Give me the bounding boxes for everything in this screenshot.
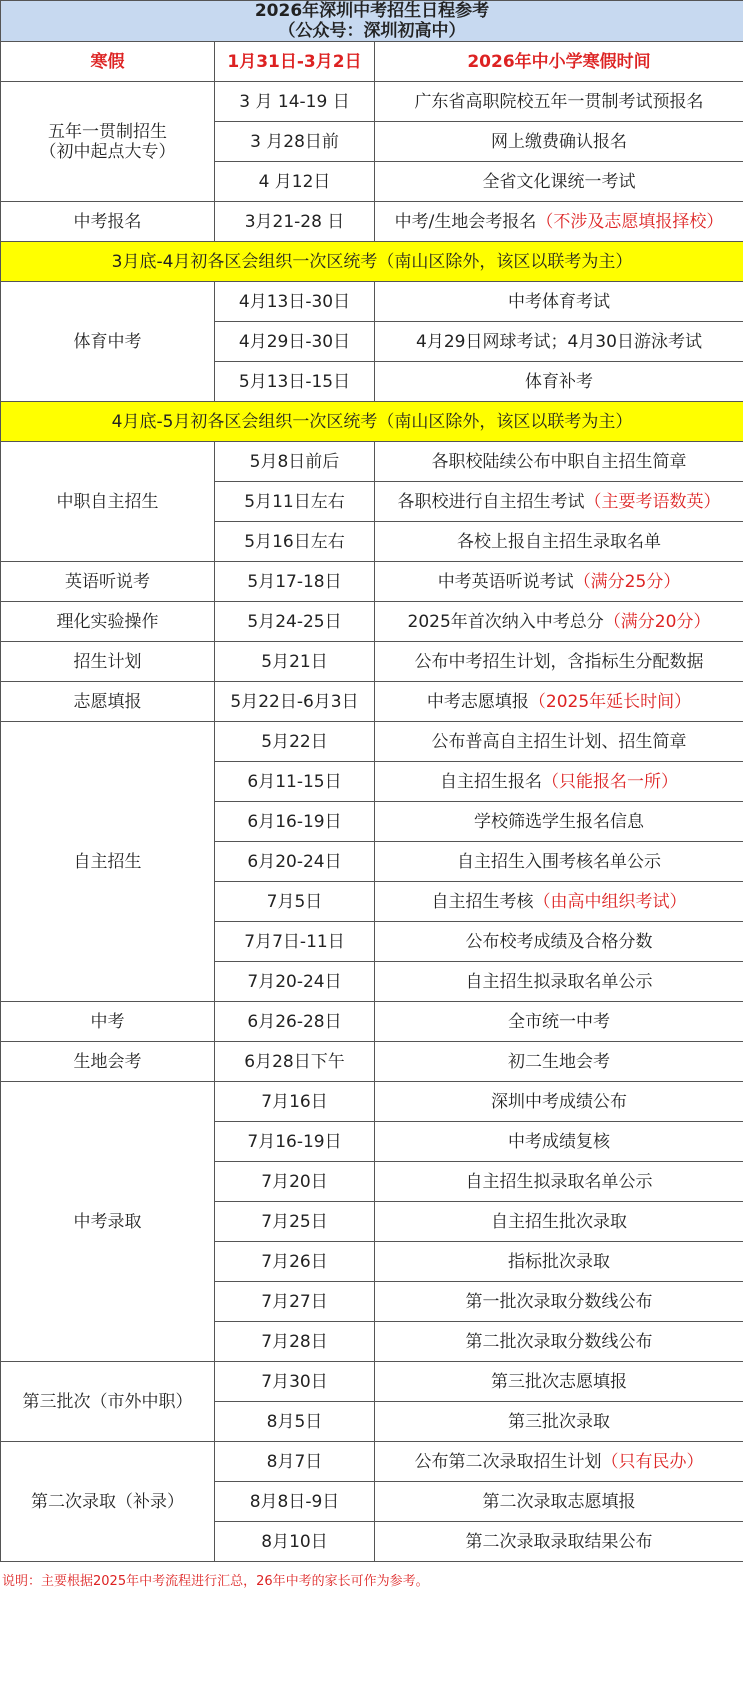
event-cell xyxy=(375,962,743,1002)
date-cell: 8月10日 xyxy=(215,1522,375,1562)
event-cell xyxy=(375,522,743,562)
event-text: 中考成绩复核 xyxy=(508,1131,610,1152)
date-cell: 4月29日-30日 xyxy=(215,322,375,362)
event-text: 自主招生报名 xyxy=(440,771,542,792)
event-text: 中考体育考试 xyxy=(508,291,610,312)
event-cell xyxy=(375,722,743,762)
date-cell: 7月16-19日 xyxy=(215,1122,375,1162)
header-col2: 1月31日-3月2日 xyxy=(215,42,375,82)
footnote: 说明：主要根据2025年中考流程进行汇总，26年中考的家长可作为参考。 xyxy=(2,1574,429,1589)
category-label: 志愿填报 xyxy=(73,691,142,712)
category-label: 中考 xyxy=(90,1011,125,1032)
category-cell xyxy=(1,1042,215,1082)
event-cell xyxy=(375,1122,743,1162)
event-cell xyxy=(375,1002,743,1042)
date-cell: 7月20-24日 xyxy=(215,962,375,1002)
event-text: 公布校考成绩及合格分数 xyxy=(465,931,653,952)
event-cell xyxy=(375,1282,743,1322)
event-cell xyxy=(375,1202,743,1242)
event-cell xyxy=(375,1242,743,1282)
event-text: 学校筛选学生报名信息 xyxy=(474,811,644,832)
event-cell xyxy=(375,562,743,602)
event-cell xyxy=(375,1402,743,1442)
category-label: 中职自主招生 xyxy=(56,491,159,512)
event-cell xyxy=(375,1082,743,1122)
category-cell xyxy=(1,602,215,642)
event-text: 自主招生考核 xyxy=(431,891,534,912)
date-cell: 7月16日 xyxy=(215,1082,375,1122)
event-note: （不涉及志愿填报择校） xyxy=(536,211,724,232)
table-row xyxy=(1,202,743,242)
event-text: 第三批次录取 xyxy=(508,1411,610,1432)
event-text: 自主招生拟录取名单公示 xyxy=(465,971,653,992)
event-text: 自主招生批次录取 xyxy=(491,1211,627,1232)
date-cell: 8月5日 xyxy=(215,1402,375,1442)
date-cell: 7月27日 xyxy=(215,1282,375,1322)
table-row xyxy=(1,1362,743,1402)
table-row xyxy=(1,562,743,602)
event-cell xyxy=(375,842,743,882)
event-cell xyxy=(375,642,743,682)
category-cell xyxy=(1,442,215,562)
event-cell xyxy=(375,122,743,162)
category-cell xyxy=(1,562,215,602)
event-cell xyxy=(375,322,743,362)
date-cell: 4月13日-30日 xyxy=(215,282,375,322)
event-text: 公布中考招生计划，含指标生分配数据 xyxy=(414,651,704,672)
event-cell xyxy=(375,442,743,482)
category-cell xyxy=(1,202,215,242)
event-note: （满分25分） xyxy=(573,571,681,592)
event-text: 网上缴费确认报名 xyxy=(491,131,627,152)
category-cell xyxy=(1,682,215,722)
date-cell: 5月13日-15日 xyxy=(215,362,375,402)
date-cell: 5月21日 xyxy=(215,642,375,682)
event-text: 第一批次录取分数线公布 xyxy=(465,1291,653,1312)
event-cell xyxy=(375,682,743,722)
event-text: 第三批次志愿填报 xyxy=(491,1371,627,1392)
event-text: 中考志愿填报 xyxy=(426,691,529,712)
event-text: 中考/生地会考报名 xyxy=(394,211,537,232)
event-text: 全省文化课统一考试 xyxy=(482,171,636,192)
event-cell xyxy=(375,602,743,642)
category-cell xyxy=(1,82,215,202)
title-row xyxy=(1,1,743,42)
title-line-1: 2026年深圳中考招生日程参考 xyxy=(254,1,490,21)
event-text: 初二生地会考 xyxy=(508,1051,610,1072)
date-cell: 6月11-15日 xyxy=(215,762,375,802)
table-row xyxy=(1,1082,743,1122)
banner-row xyxy=(1,402,743,442)
header-col3: 2026年中小学寒假时间 xyxy=(375,42,743,82)
table-row xyxy=(1,442,743,482)
date-cell: 6月20-24日 xyxy=(215,842,375,882)
date-cell: 3 月28日前 xyxy=(215,122,375,162)
category-label: 英语听说考 xyxy=(65,571,150,592)
category-cell xyxy=(1,1002,215,1042)
table-row xyxy=(1,722,743,762)
table-row xyxy=(1,1442,743,1482)
event-cell xyxy=(375,162,743,202)
banner-text: 4月底-5月初各区会组织一次区统考（南山区除外，该区以联考为主） xyxy=(1,402,743,442)
event-cell xyxy=(375,1162,743,1202)
event-cell xyxy=(375,802,743,842)
category-cell xyxy=(1,1362,215,1442)
category-label: 生地会考 xyxy=(73,1051,142,1072)
event-note: （满分20分） xyxy=(603,611,711,632)
event-note: （主要考语数英） xyxy=(584,491,721,512)
event-note: （只能报名一所） xyxy=(542,771,678,792)
table-row xyxy=(1,682,743,722)
event-text: 公布普高自主招生计划、招生简章 xyxy=(431,731,687,752)
event-note: （只有民办） xyxy=(601,1451,704,1472)
date-cell: 7月30日 xyxy=(215,1362,375,1402)
event-text: 各职校进行自主招生考试 xyxy=(397,491,585,512)
event-cell xyxy=(375,882,743,922)
event-text: 全市统一中考 xyxy=(508,1011,610,1032)
event-text: 各校上报自主招生录取名单 xyxy=(457,531,661,552)
event-cell xyxy=(375,282,743,322)
date-cell: 5月17-18日 xyxy=(215,562,375,602)
event-note: （由高中组织考试） xyxy=(533,891,687,912)
event-text: 4月29日网球考试；4月30日游泳考试 xyxy=(416,331,702,352)
date-cell: 5月16日左右 xyxy=(215,522,375,562)
category-label: 中考报名 xyxy=(73,211,142,232)
category-label: 理化实验操作 xyxy=(56,611,159,632)
date-cell: 5月24-25日 xyxy=(215,602,375,642)
event-cell xyxy=(375,762,743,802)
date-cell: 5月22日-6月3日 xyxy=(215,682,375,722)
date-cell: 7月20日 xyxy=(215,1162,375,1202)
event-cell xyxy=(375,922,743,962)
event-cell xyxy=(375,482,743,522)
banner-row xyxy=(1,242,743,282)
event-text: 2025年首次纳入中考总分 xyxy=(407,611,604,632)
event-text: 各职校陆续公布中职自主招生简章 xyxy=(431,451,687,472)
date-cell: 6月28日下午 xyxy=(215,1042,375,1082)
category-cell xyxy=(1,1442,215,1562)
schedule-body xyxy=(1,1,743,1562)
table-row xyxy=(1,602,743,642)
category-label: 第三批次（市外中职） xyxy=(22,1391,193,1412)
date-cell: 7月26日 xyxy=(215,1242,375,1282)
category-label: 自主招生 xyxy=(73,851,142,872)
date-cell: 7月28日 xyxy=(215,1322,375,1362)
category-cell xyxy=(1,642,215,682)
category-label: 体育中考 xyxy=(73,331,142,352)
event-text: 第二次录取录取结果公布 xyxy=(465,1531,653,1552)
event-text: 自主招生拟录取名单公示 xyxy=(465,1171,653,1192)
event-cell xyxy=(375,1442,743,1482)
event-cell xyxy=(375,82,743,122)
table-row xyxy=(1,82,743,122)
date-cell: 4 月12日 xyxy=(215,162,375,202)
table-title xyxy=(1,1,743,42)
event-cell xyxy=(375,202,743,242)
table-row xyxy=(1,1042,743,1082)
event-text: 中考英语听说考试 xyxy=(437,571,574,592)
event-cell xyxy=(375,362,743,402)
date-cell: 5月22日 xyxy=(215,722,375,762)
category-cell xyxy=(1,722,215,1002)
event-text: 指标批次录取 xyxy=(508,1251,610,1272)
date-cell: 8月7日 xyxy=(215,1442,375,1482)
date-cell: 3月21-28 日 xyxy=(215,202,375,242)
category-label: （初中起点大专） xyxy=(39,141,176,162)
category-label: 中考录取 xyxy=(73,1211,142,1232)
date-cell: 7月25日 xyxy=(215,1202,375,1242)
event-text: 第二次录取志愿填报 xyxy=(482,1491,636,1512)
event-cell xyxy=(375,1362,743,1402)
event-text: 自主招生入围考核名单公示 xyxy=(457,851,661,872)
date-cell: 7月7日-11日 xyxy=(215,922,375,962)
category-label: 第二次录取（补录） xyxy=(31,1491,184,1512)
event-cell xyxy=(375,1522,743,1562)
event-cell xyxy=(375,1322,743,1362)
event-text: 广东省高职院校五年一贯制考试预报名 xyxy=(414,91,704,112)
table-row xyxy=(1,1002,743,1042)
category-cell xyxy=(1,1082,215,1362)
date-cell: 5月11日左右 xyxy=(215,482,375,522)
header-col1: 寒假 xyxy=(1,42,215,82)
date-cell: 3 月 14-19 日 xyxy=(215,82,375,122)
banner-text: 3月底-4月初各区会组织一次区统考（南山区除外，该区以联考为主） xyxy=(1,242,743,282)
event-text: 公布第二次录取招生计划 xyxy=(414,1451,602,1472)
event-text: 体育补考 xyxy=(525,371,593,392)
title-line-2: （公众号：深圳初高中） xyxy=(278,21,466,41)
event-text: 深圳中考成绩公布 xyxy=(491,1091,627,1112)
category-cell xyxy=(1,282,215,402)
event-cell xyxy=(375,1042,743,1082)
table-row xyxy=(1,642,743,682)
date-cell: 5月8日前后 xyxy=(215,442,375,482)
category-label: 五年一贯制招生 xyxy=(48,121,167,142)
date-cell: 6月16-19日 xyxy=(215,802,375,842)
date-cell: 6月26-28日 xyxy=(215,1002,375,1042)
event-text: 第二批次录取分数线公布 xyxy=(465,1331,653,1352)
event-cell xyxy=(375,1482,743,1522)
date-cell: 8月8日-9日 xyxy=(215,1482,375,1522)
header-row xyxy=(1,42,743,82)
table-row xyxy=(1,282,743,322)
event-note: （2025年延长时间） xyxy=(528,691,692,712)
category-label: 招生计划 xyxy=(73,651,142,672)
date-cell: 7月5日 xyxy=(215,882,375,922)
